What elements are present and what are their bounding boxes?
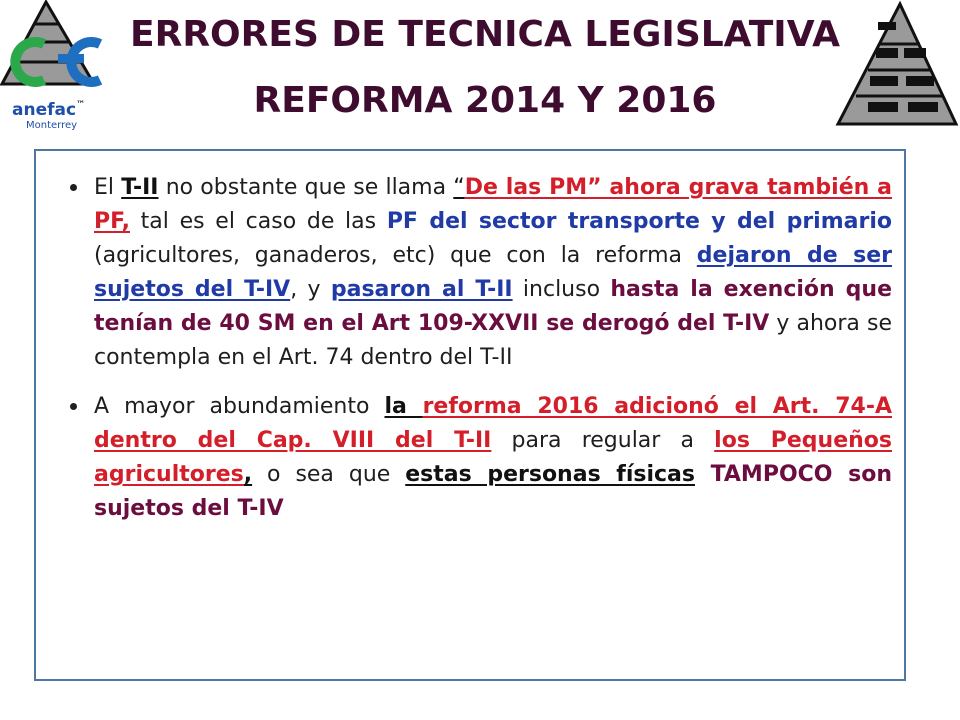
text-run: El (94, 175, 122, 200)
bullet-item-1 (70, 171, 892, 375)
content-box (34, 149, 906, 681)
text-run: T-II (121, 175, 159, 200)
text-run: , (243, 462, 253, 487)
text-run: y ahora se contempla en el Art. 74 dentro del T-II (94, 311, 892, 370)
bullet-dot-icon (70, 184, 77, 191)
anefac-brand-text: anefac (12, 100, 77, 120)
text-run: incluso (512, 277, 611, 302)
text-run: la (384, 394, 423, 419)
slide-title-line-2: REFORMA 2014 Y 2016 (253, 80, 717, 121)
text-run: pasaron al T-II (330, 277, 513, 302)
text-run: los Pequeños agricultores (94, 428, 893, 487)
bullet-list (70, 171, 892, 541)
text-run: no obstante que se llama (158, 175, 454, 200)
anefac-city: Monterrey (26, 120, 78, 131)
text-run: tal es el caso de las (129, 209, 387, 234)
text-run: A mayor abundamiento (94, 394, 385, 419)
text-run: TAMPOCO son sujetos del T-IV (94, 462, 892, 521)
text-run: o sea que (252, 462, 406, 487)
text-run: (agricultores, ganaderos, etc) que con la reforma (94, 243, 697, 268)
text-run: , y (290, 277, 331, 302)
anefac-brand (12, 100, 85, 120)
slide-title (120, 2, 850, 134)
slide-title-line-1: ERRORES DE TECNICA LEGISLATIVA (130, 14, 840, 55)
text-run: hasta la exención que tenían de 40 SM en el Art 109-XXVII se derogó del T-IV (94, 277, 893, 336)
bullet-text-2 (94, 390, 892, 526)
bullet-item-2 (70, 390, 892, 526)
text-run: PF del sector transporte y del primario (386, 209, 892, 234)
text-run: dejaron de ser sujetos del T-IV (94, 243, 892, 302)
anefac-trademark: ™ (76, 100, 86, 110)
anefac-logo (0, 0, 120, 140)
text-run: “ (453, 175, 465, 200)
text-run: para regular a (491, 428, 715, 453)
bullet-dot-icon (70, 403, 77, 410)
bullet-text-1 (94, 171, 892, 375)
text-run: reforma 2016 adicionó el Art. 74-A dentro del Cap. VIII del T-II (94, 394, 892, 453)
text-run: estas personas físicas (405, 462, 695, 487)
text-run: De las PM” ahora grava también a PF, (94, 175, 892, 234)
